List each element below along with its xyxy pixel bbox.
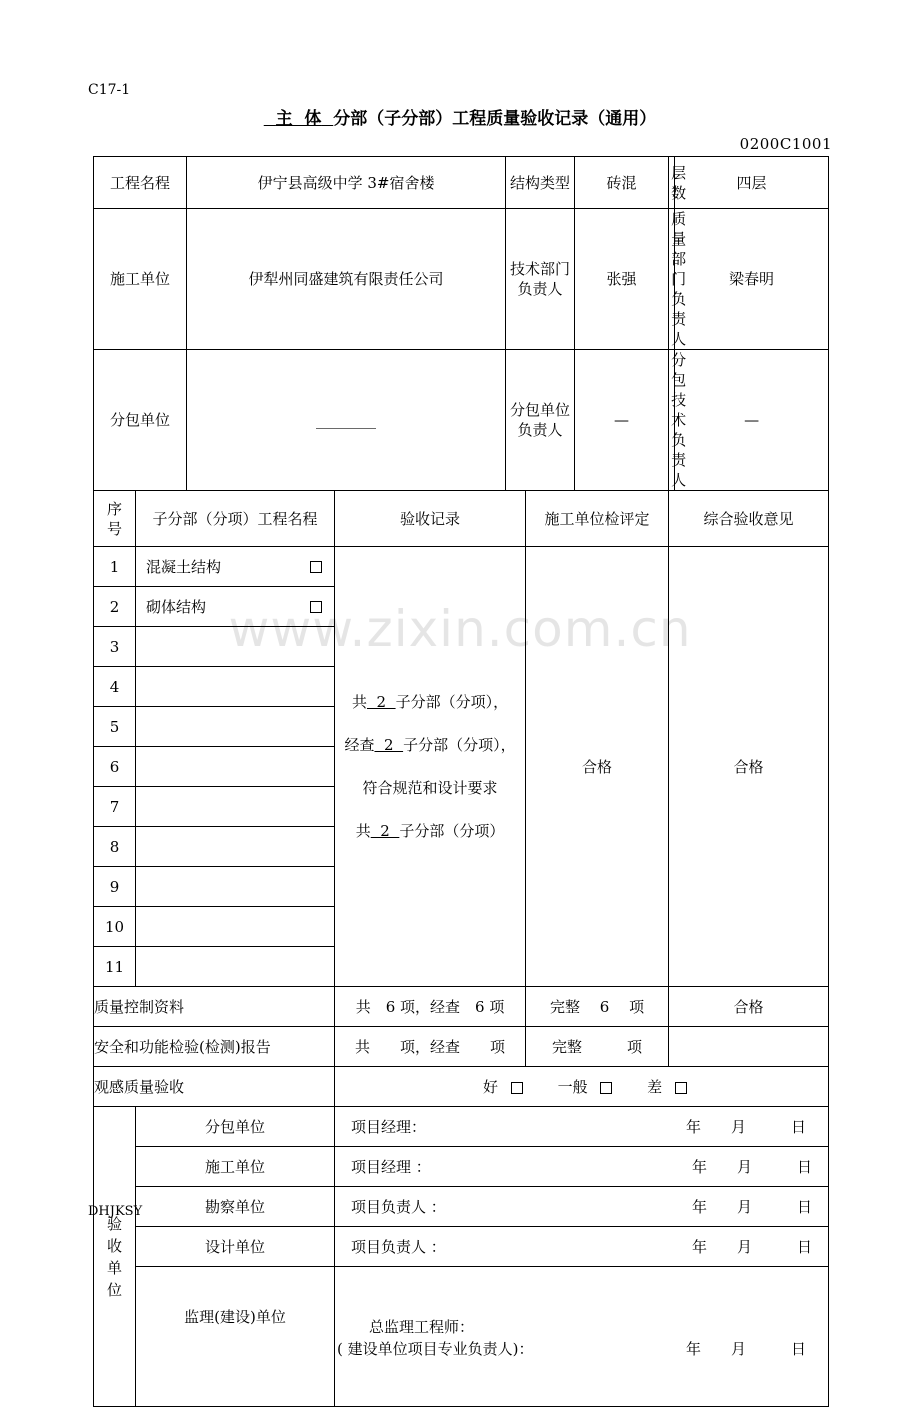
struct-type-label: 结构类型	[506, 157, 575, 209]
sign-cell	[335, 1187, 829, 1227]
sub-tech: —	[675, 350, 829, 491]
supervision-role1: 总监理工程师：	[369, 1318, 475, 1336]
supervision-role2: ( 建设单位项目专业负责人)：	[337, 1340, 534, 1358]
sign-role: 项目负责人 ：	[351, 1237, 446, 1256]
qc-record: 共 6 项，经查 6 项	[335, 987, 526, 1027]
col-opinion: 综合验收意见	[669, 491, 829, 547]
col-name: 子分部（分项）工程名程	[136, 491, 335, 547]
safety-label: 安全和功能检验(检测)报告	[94, 1027, 335, 1067]
item-no: 7	[94, 787, 136, 827]
floors: 四层	[675, 157, 829, 209]
project-name: 伊宁县高级中学 3#宿舍楼	[187, 157, 506, 209]
safety-eval: 完整 项	[526, 1027, 669, 1067]
sign-cell	[335, 1147, 829, 1187]
sign-date: 年 月 日	[692, 1157, 813, 1176]
sub-label: 分包单位	[94, 350, 187, 491]
item-no: 10	[94, 907, 136, 947]
item-name	[136, 827, 335, 867]
item-name: 砌体结构	[146, 597, 207, 616]
checkbox-icon[interactable]	[310, 561, 322, 573]
option-normal: 一般	[557, 1077, 588, 1096]
info-row-3	[94, 350, 829, 491]
checkbox-icon[interactable]	[600, 1082, 612, 1094]
sub-head: —	[575, 350, 669, 491]
tech-head-label: 技术部门负责人	[506, 209, 575, 350]
sign-row	[94, 1107, 829, 1147]
footer-code: DHJKSY	[88, 1204, 143, 1219]
sign-cell	[335, 1227, 829, 1267]
supervision-cell	[335, 1267, 829, 1407]
sign-date: 年 月 日	[692, 1237, 813, 1256]
item-name	[136, 667, 335, 707]
sign-unit: 施工单位	[136, 1147, 335, 1187]
item-no: 5	[94, 707, 136, 747]
sign-role: 项目经理 ：	[351, 1157, 431, 1176]
visual-options	[335, 1067, 829, 1107]
item-no: 3	[94, 627, 136, 667]
item-name	[136, 707, 335, 747]
sub-head-label: 分包单位负责人	[506, 350, 575, 491]
safety-record: 共 项，经查 项	[335, 1027, 526, 1067]
sign-unit: 设计单位	[136, 1227, 335, 1267]
floors-label: 层数	[669, 157, 675, 209]
sign-row	[94, 1147, 829, 1187]
sub-value: ________	[187, 350, 506, 491]
checkbox-icon[interactable]	[675, 1082, 687, 1094]
overall-opinion: 合格	[669, 547, 829, 987]
struct-type: 砖混	[575, 157, 669, 209]
item-name	[136, 747, 335, 787]
sign-date: 年 月 日	[692, 1197, 813, 1216]
option-good: 好	[483, 1077, 499, 1096]
col-record: 验收记录	[335, 491, 526, 547]
qc-opinion: 合格	[669, 987, 829, 1027]
table-row	[94, 547, 829, 587]
page-title	[0, 104, 920, 129]
info-row-2	[94, 209, 829, 350]
sign-cell	[335, 1107, 829, 1147]
watermark: www.zixin.com.cn	[228, 600, 692, 658]
sign-row	[94, 1187, 829, 1227]
item-name: 混凝土结构	[146, 557, 222, 576]
item-no: 6	[94, 747, 136, 787]
item-no: 2	[94, 587, 136, 627]
item-name-cell	[136, 547, 335, 587]
sign-unit: 分包单位	[136, 1107, 335, 1147]
quality-control-row	[94, 987, 829, 1027]
col-seq: 序号	[94, 491, 136, 547]
acceptance-label: 验收单位	[94, 1107, 136, 1407]
contractor: 伊犁州同盛建筑有限责任公司	[187, 209, 506, 350]
supervision-date: 年 月 日	[686, 1340, 807, 1358]
item-no: 9	[94, 867, 136, 907]
quality-head: 梁春明	[675, 209, 829, 350]
sign-date: 年 月 日	[686, 1117, 807, 1136]
form-code: C17-1	[88, 82, 131, 98]
qc-eval: 完整 6 项	[526, 987, 669, 1027]
visual-row	[94, 1067, 829, 1107]
item-name	[136, 867, 335, 907]
info-row-1	[94, 157, 829, 209]
item-name	[136, 907, 335, 947]
item-no: 11	[94, 947, 136, 987]
visual-label: 观感质量验收	[94, 1067, 335, 1107]
quality-head-label: 质量部门负责人	[669, 209, 675, 350]
sub-tech-label: 分包技术负责人	[669, 350, 675, 491]
option-poor: 差	[647, 1077, 663, 1096]
supervision-row	[94, 1267, 829, 1407]
project-name-label: 工程名程	[94, 157, 187, 209]
contractor-eval: 合格	[526, 547, 669, 987]
column-header-row	[94, 491, 829, 547]
doc-number: 0200C1001	[739, 135, 832, 153]
sign-row	[94, 1227, 829, 1267]
item-no: 4	[94, 667, 136, 707]
safety-row	[94, 1027, 829, 1067]
sign-role: 项目经理：	[351, 1117, 427, 1136]
tech-head: 张强	[575, 209, 669, 350]
title-division: 主 体	[275, 109, 322, 129]
supervision-unit: 监理(建设)单位	[136, 1267, 335, 1407]
record-summary: 共 2 子分部（分项）， 经查 2 子分部（分项）， 符合规范和设计要求 共 2 子分部（分项）	[335, 547, 526, 987]
title-rest: 分部（子分部）工程质量验收记录（通用）	[333, 109, 657, 129]
item-no: 8	[94, 827, 136, 867]
contractor-label: 施工单位	[94, 209, 187, 350]
item-no: 1	[94, 547, 136, 587]
qc-label: 质量控制资料	[94, 987, 335, 1027]
item-name	[136, 787, 335, 827]
col-eval: 施工单位检评定	[526, 491, 669, 547]
safety-opinion	[669, 1027, 829, 1067]
sign-unit: 勘察单位	[136, 1187, 335, 1227]
sign-role: 项目负责人 ：	[351, 1197, 446, 1216]
item-name	[136, 947, 335, 987]
acceptance-record-table	[93, 156, 829, 1407]
checkbox-icon[interactable]	[511, 1082, 523, 1094]
